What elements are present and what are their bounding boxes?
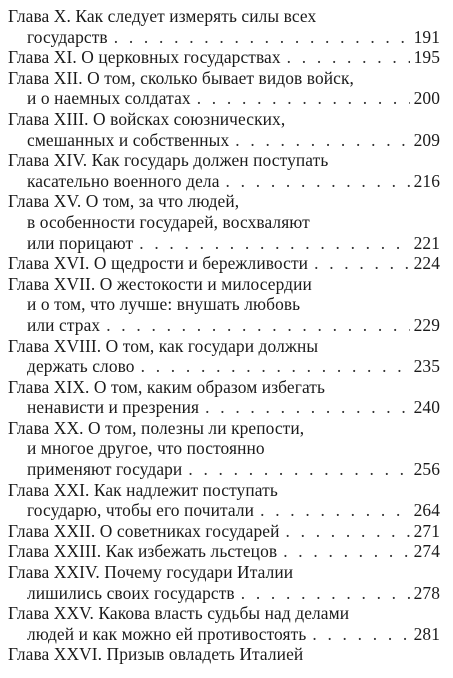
toc-entry xyxy=(8,68,440,109)
toc-entry xyxy=(8,191,440,253)
toc-entry-title-line: и многое другое, что постоянно xyxy=(27,438,265,459)
toc-page-number: 216 xyxy=(413,170,440,191)
dot-leader xyxy=(139,233,409,254)
toc-entry xyxy=(8,562,440,603)
toc-entry xyxy=(8,47,440,68)
cut-off-line xyxy=(8,665,440,677)
toc-entry xyxy=(8,6,440,47)
toc-entry-title-line: Глава X. Как следует измерять силы всех xyxy=(8,6,317,26)
toc-page-number: 274 xyxy=(413,541,440,562)
toc-page-number: 256 xyxy=(413,459,440,480)
toc-entry-title-line: Глава XVI. О щедрости и бережливости xyxy=(8,253,309,274)
toc-entry xyxy=(8,377,440,418)
toc-page-number: 229 xyxy=(413,314,440,335)
dot-leader xyxy=(283,541,409,562)
toc-entry xyxy=(8,109,440,150)
toc-entry-title-line: Глава XXV. Какова власть судьбы над делами xyxy=(8,603,350,624)
toc-entry-title-line: или страх xyxy=(27,314,101,335)
toc-entry-title-line: ненависти и презрения xyxy=(27,397,200,418)
dot-leader xyxy=(205,397,409,418)
toc-entry-title-line: Глава XV. О том, за что людей, xyxy=(8,191,240,212)
toc-entry-title-line: и о наемных солдатах xyxy=(27,88,191,109)
toc-page-number: 240 xyxy=(413,397,440,418)
toc-entry-title-line: государств xyxy=(27,26,108,47)
toc-entry xyxy=(8,480,440,521)
toc-entry-title-line: людей и как можно ей противостоять xyxy=(27,623,307,644)
toc-entry xyxy=(8,541,440,562)
toc-page-number: 271 xyxy=(413,520,440,541)
dot-leader xyxy=(114,27,410,48)
toc-page-number: 235 xyxy=(413,356,440,377)
toc-entry xyxy=(8,150,440,191)
toc-page-number: 281 xyxy=(413,623,440,644)
toc-entry-title-line: смешанных и собственных xyxy=(27,129,230,150)
toc-entry-title-line: или порицают xyxy=(27,232,134,253)
toc-page-number: 278 xyxy=(413,582,440,603)
toc-page-number: 191 xyxy=(413,26,440,47)
dot-leader xyxy=(226,171,410,192)
toc-page-number: 195 xyxy=(413,47,440,68)
dot-leader xyxy=(141,356,410,377)
dot-leader xyxy=(235,130,409,151)
toc-entry-title-line: государю, чтобы его почитали xyxy=(27,500,255,521)
toc-entry-title-line: лишились своих государств xyxy=(27,582,235,603)
toc-entry-title-line: держать слово xyxy=(27,356,135,377)
toc-entry-title-line: Глава XVII. О жестокости и милосердии xyxy=(8,273,312,294)
toc-page-number: 224 xyxy=(413,253,440,274)
toc-entry-title-line: и о том, что лучше: внушать любовь xyxy=(27,294,301,315)
dot-leader xyxy=(314,253,410,274)
toc-entry-title-line: Глава XVIII. О том, как государи должны xyxy=(8,335,319,356)
toc-entry xyxy=(8,253,440,274)
dot-leader xyxy=(106,315,409,336)
toc-entry-title-line: Глава XXIII. Как избежать льстецов xyxy=(8,541,278,562)
toc-entry xyxy=(8,418,440,480)
toc-entry-title-line: Глава XXI. Как надлежит поступать xyxy=(8,479,278,500)
toc-entry-title-line: Глава XX. О том, полезны ли крепости, xyxy=(8,417,305,438)
table-of-contents xyxy=(8,6,440,677)
toc-entry-title-line: касательно военного дела xyxy=(27,170,220,191)
dot-leader xyxy=(241,583,410,604)
toc-entry xyxy=(8,603,440,644)
toc-entry xyxy=(8,644,440,677)
toc-entry xyxy=(8,521,440,542)
toc-page-number: 209 xyxy=(413,129,440,150)
toc-entry-title-line: Глава XIII. О войсках союзнических, xyxy=(8,108,286,129)
toc-entry xyxy=(8,336,440,377)
toc-entry-title-line: Глава XXVI. Призыв овладеть Италией xyxy=(8,644,304,665)
toc-entry-title-line: применяют государи xyxy=(27,459,183,480)
dot-leader xyxy=(260,500,410,521)
toc-entry-title-line: Глава XII. О том, сколько бывает видов войск, xyxy=(8,67,354,88)
dot-leader xyxy=(197,88,410,109)
toc-entry-title-line: Глава XXII. О советниках государей xyxy=(8,520,280,541)
dot-leader xyxy=(287,47,410,68)
toc-page-number: 264 xyxy=(413,500,440,521)
toc-entry-title-line: Глава XI. О церковных государствах xyxy=(8,47,281,68)
dot-leader xyxy=(286,521,410,542)
toc-entry-title-line: в особенности государей, восхваляют xyxy=(27,211,310,232)
toc-entry-title-line: Глава XIV. Как государь должен поступать xyxy=(8,150,329,171)
dot-leader xyxy=(188,459,409,480)
toc-entry xyxy=(8,274,440,336)
toc-page-number: 221 xyxy=(413,232,440,253)
toc-entry-title-line: Глава XXIV. Почему государи Италии xyxy=(8,562,294,583)
toc-entry-title-line: Глава XIX. О том, каким образом избегать xyxy=(8,376,326,397)
dot-leader xyxy=(312,624,409,645)
toc-page-number: 200 xyxy=(413,88,440,109)
